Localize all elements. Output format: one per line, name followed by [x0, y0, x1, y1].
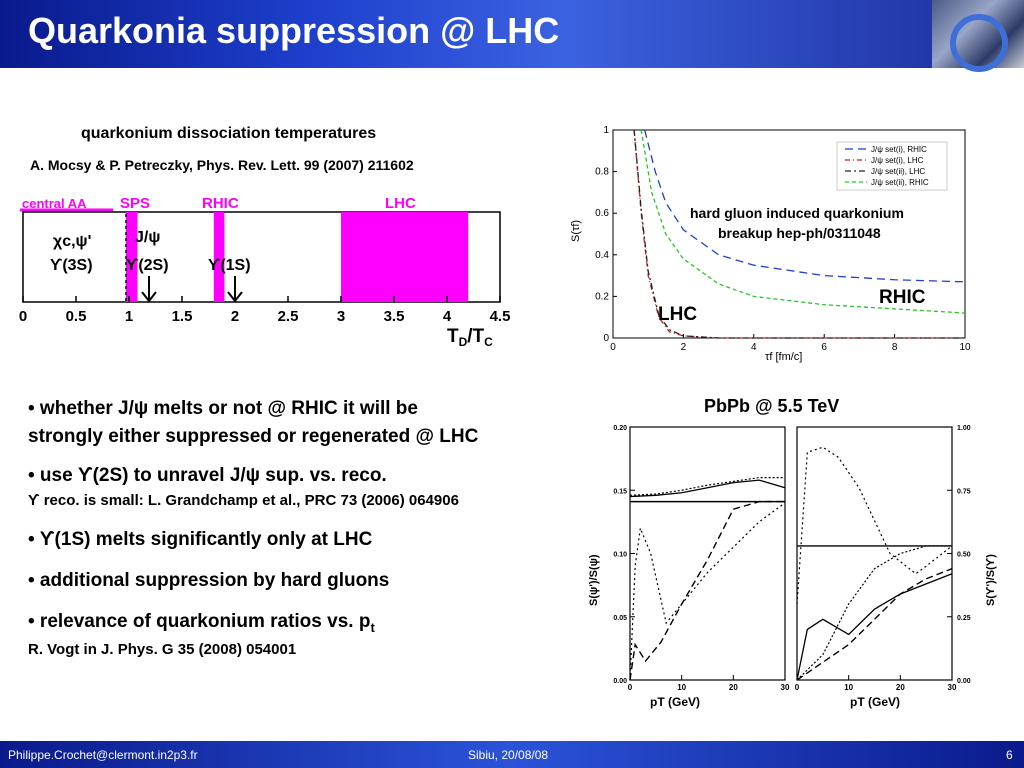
y-tick-label: 0.6 — [595, 208, 609, 220]
upsilon-ratio-y-tick-label: 1.00 — [957, 425, 971, 432]
lhc-tunnel-photo — [932, 0, 1024, 68]
state-jpsi: J/ψ — [135, 229, 161, 246]
y-axis-title: S(τf) — [570, 219, 582, 242]
bullet-1-line1: • whether J/ψ melts or not @ RHIC it will be — [28, 398, 418, 419]
x-tick-label: 1 — [124, 308, 134, 325]
x-tick-label: 10 — [959, 342, 971, 353]
psi-ratio-y-tick-label: 0.15 — [613, 488, 627, 496]
lhc-curve-label: LHC — [658, 304, 698, 325]
central-aa-label: central AA — [22, 196, 87, 211]
sps-label: SPS — [120, 195, 151, 212]
left-figure-reference: A. Mocsy & P. Petreczky, Phys. Rev. Lett. 99 (2007) 211602 — [30, 157, 414, 173]
psi-ratio-y-tick-label: 0.20 — [613, 425, 627, 432]
x-tick-label: 0.5 — [65, 308, 87, 325]
left-x-axis-title: pT (GeV) — [650, 695, 700, 709]
x-tick-label: 2.5 — [277, 308, 299, 325]
y-tick-label: 0.4 — [595, 249, 609, 261]
bullet-4: • additional suppression by hard gluons — [28, 570, 390, 591]
annotation-line1: hard gluon induced quarkonium — [690, 205, 904, 221]
upsilon-ratio-y-tick-label: 0.25 — [957, 614, 971, 622]
psi-ratio-y-tick-label: 0.10 — [613, 551, 627, 559]
upsilon-ratio-y-tick-label: 0.75 — [957, 488, 971, 496]
psi-ratio-x-tick-label: 10 — [677, 683, 687, 692]
vogt-reference: R. Vogt in J. Phys. G 35 (2008) 054001 — [28, 641, 297, 658]
x-axis-title: τf [fm/c] — [765, 351, 803, 363]
y-tick-label: 0 — [603, 333, 609, 344]
legend-entry: J/ψ set(i), LHC — [871, 156, 924, 165]
psi-ratio-x-tick-label: 0 — [627, 683, 633, 692]
td-tc-axis-title: $T_D/T_C$ — [447, 326, 493, 349]
state-chic-psiprime: χc,ψ' — [53, 233, 92, 250]
bullet-1-line2: strongly either suppressed or regenerated @ LHC — [28, 426, 479, 447]
psi-ratio-series-line — [630, 503, 785, 680]
psi-ratio-x-tick-label: 30 — [780, 683, 790, 692]
upsilon-ratio-x-tick-label: 0 — [794, 683, 800, 692]
state-upsilon-2s: ϒ(2S) — [126, 257, 169, 274]
legend-entry: J/ψ set(i), RHIC — [871, 145, 927, 154]
upsilon-ratio-y-tick-label: 0.00 — [957, 678, 971, 685]
x-tick-label: 3 — [336, 308, 346, 325]
slide-title: Quarkonia suppression @ LHC — [28, 10, 560, 51]
footer-event: Sibiu, 20/08/08 — [468, 748, 549, 762]
bullet-5 — [28, 611, 375, 635]
state-upsilon-3s: ϒ(3S) — [50, 257, 93, 274]
x-tick-label: 6 — [821, 342, 827, 353]
pt-ratio-charts — [585, 420, 1005, 715]
right-y-axis-title: S(ϒ')/S(ϒ) — [985, 554, 997, 606]
upsilon-ratio-x-tick-label: 10 — [844, 683, 854, 692]
psi-ratio-frame — [630, 427, 785, 680]
x-tick-label: 0 — [610, 342, 616, 353]
survival-probability-chart — [565, 118, 980, 368]
rhic-label: RHIC — [202, 195, 239, 212]
psi-ratio-series-line — [630, 502, 785, 680]
upsilon-ratio-frame — [797, 427, 952, 680]
right-x-axis-title: pT (GeV) — [850, 695, 900, 709]
psi-ratio-series-line — [630, 480, 785, 496]
x-tick-label: 2 — [680, 342, 687, 353]
legend-entry: J/ψ set(ii), RHIC — [871, 178, 929, 187]
state-upsilon-1s: ϒ(1S) — [208, 257, 251, 274]
x-tick-label: 4 — [751, 342, 757, 353]
bullet-2: • use ϒ(2S) to unravel J/ψ sup. vs. reco. — [28, 465, 387, 486]
bullet-3: • ϒ(1S) melts significantly only at LHC — [28, 529, 373, 550]
dissociation-temperature-chart — [15, 190, 520, 350]
psi-ratio-y-tick-label: 0.00 — [613, 678, 627, 685]
annotation-line2: breakup hep-ph/0311048 — [718, 225, 881, 241]
bullet-2-note: ϒ reco. is small: L. Grandchamp et al., PRC 73 (2006) 064906 — [28, 492, 459, 509]
y-tick-label: 0.8 — [595, 166, 609, 178]
upsilon-ratio-series-line — [797, 447, 952, 604]
left-y-axis-title: S(ψ')/S(ψ) — [588, 554, 600, 606]
bullet-5-text: • relevance of quarkonium ratios vs. p — [28, 611, 371, 632]
footer-bar — [0, 741, 1024, 768]
upsilon-ratio-x-tick-label: 30 — [947, 683, 957, 692]
upsilon-ratio-x-tick-label: 20 — [895, 683, 905, 692]
rhic-curve-label: RHIC — [879, 287, 926, 308]
footer-email: Philippe.Crochet@clermont.in2p3.fr — [8, 748, 198, 762]
upsilon-ratio-series-line — [797, 569, 952, 680]
x-tick-label: 2 — [230, 308, 240, 325]
psi-ratio-y-tick-label: 0.05 — [613, 614, 627, 622]
band-lhc — [341, 212, 468, 302]
x-tick-label: 3.5 — [383, 308, 405, 325]
x-tick-label: 4 — [442, 308, 452, 325]
left-figure-title: quarkonium dissociation temperatures — [81, 125, 377, 142]
x-tick-label: 8 — [891, 342, 898, 353]
upsilon-ratio-y-tick-label: 0.50 — [957, 551, 971, 559]
x-tick-label: 0 — [18, 308, 28, 325]
bullet-5-subscript: t — [370, 619, 375, 635]
x-tick-label: 4.5 — [489, 308, 511, 325]
x-tick-label: 1.5 — [171, 308, 193, 325]
title-bar — [0, 0, 1024, 68]
legend-entry: J/ψ set(ii), LHC — [871, 167, 926, 176]
pbpb-energy-title: PbPb @ 5.5 TeV — [704, 396, 840, 416]
psi-ratio-x-tick-label: 20 — [728, 683, 738, 692]
y-tick-label: 1 — [603, 125, 609, 136]
upsilon-ratio-series-line — [797, 546, 952, 680]
lhc-label: LHC — [385, 195, 416, 212]
footer-page-number: 6 — [1006, 748, 1013, 762]
y-tick-label: 0.2 — [595, 291, 609, 303]
